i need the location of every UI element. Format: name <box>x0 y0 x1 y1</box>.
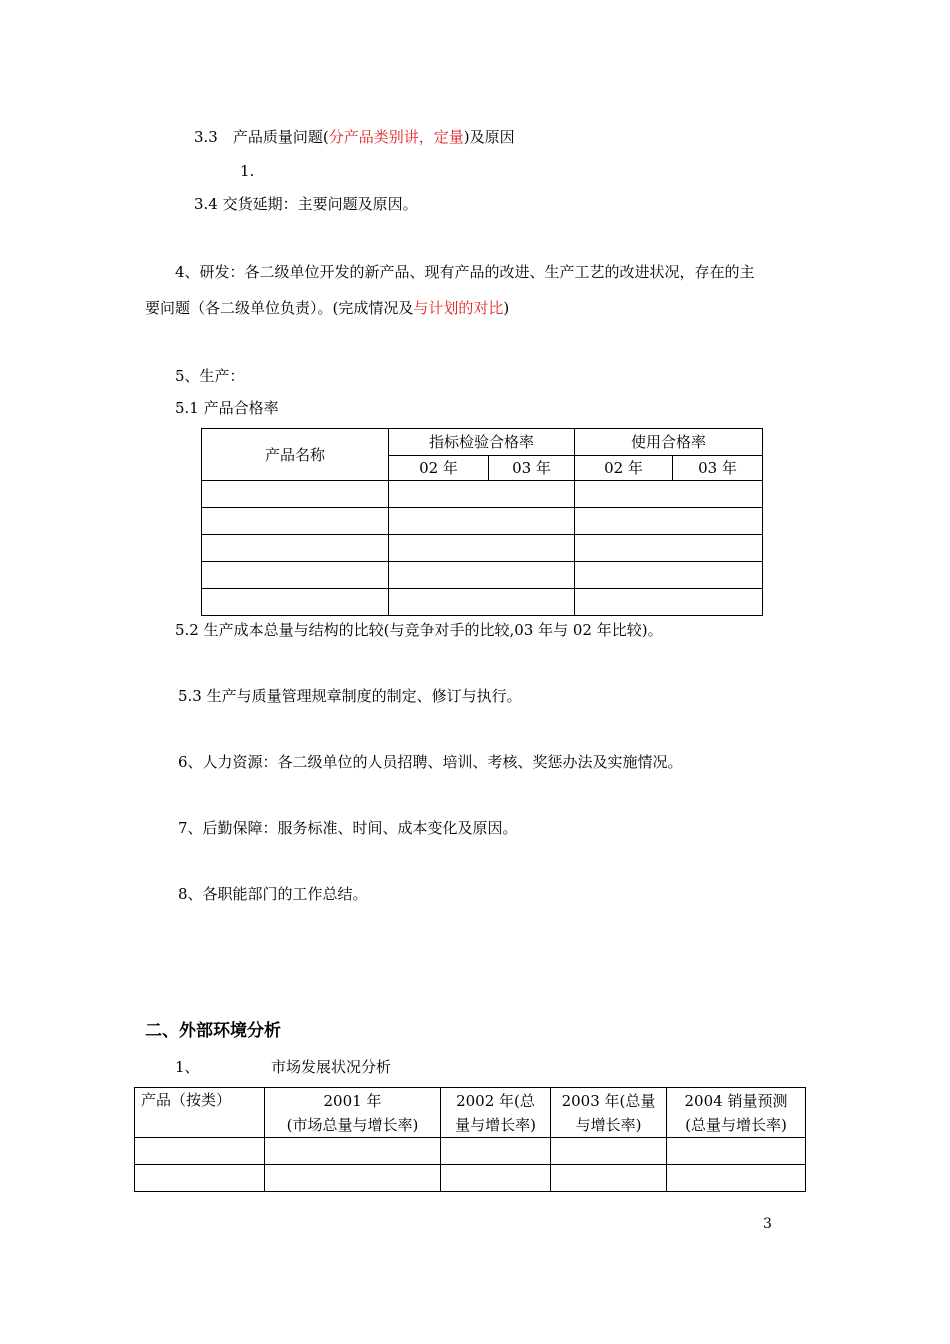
table-cell <box>389 535 575 562</box>
section-6: 6、人力资源：各二级单位的人员招聘、培训、考核、奖惩办法及实施情况。 <box>178 753 683 771</box>
section-7: 7、后勤保障：服务标准、时间、成本变化及原因。 <box>178 819 518 837</box>
market-number: 1、 <box>175 1058 200 1076</box>
section-3-4: 3.4 交货延期：主要问题及原因。 <box>194 195 418 213</box>
table-cell <box>265 1165 441 1192</box>
section-4-line1: 4、研发：各二级单位开发的新产品、现有产品的改进、生产工艺的改进状况，存在的主 <box>175 263 755 281</box>
table-cell <box>551 1165 667 1192</box>
section-5-1: 5.1 产品合格率 <box>175 399 279 417</box>
table-cell <box>389 481 575 508</box>
header-usage-02: 02 年 <box>575 456 673 481</box>
market-analysis-table <box>134 1087 806 1192</box>
table-cell <box>135 1138 265 1165</box>
table-cell <box>202 535 389 562</box>
header-inspection-rate: 指标检验合格率 <box>389 429 575 456</box>
table-cell <box>441 1165 551 1192</box>
section-3-3-highlight: 分产品类别讲，定量 <box>328 128 464 146</box>
section-4-highlight: 与计划的对比 <box>413 299 504 317</box>
table-cell <box>202 508 389 535</box>
table-cell <box>389 508 575 535</box>
header-usage-03: 03 年 <box>673 456 763 481</box>
table-cell <box>202 562 389 589</box>
table-cell <box>265 1138 441 1165</box>
table-cell <box>667 1165 806 1192</box>
section-5: 5、生产： <box>175 367 245 385</box>
table-cell <box>389 562 575 589</box>
section-4-line2: 要问题（各二级单位负责）。(完成情况及与计划的对比) <box>145 299 510 317</box>
section-3-3-item: 1. <box>240 162 255 180</box>
table-cell <box>441 1138 551 1165</box>
table-cell <box>667 1138 806 1165</box>
table-cell <box>389 589 575 616</box>
header-inspection-03: 03 年 <box>489 456 575 481</box>
header-2004-forecast: 2004 销量预测 (总量与增长率) <box>667 1088 806 1138</box>
qualification-rate-table <box>201 428 763 616</box>
table-cell <box>575 535 763 562</box>
table-cell <box>202 481 389 508</box>
market-title: 市场发展状况分析 <box>271 1058 392 1076</box>
header-usage-rate: 使用合格率 <box>575 429 763 456</box>
header-product-category: 产品（按类） <box>135 1088 265 1138</box>
table-cell <box>575 481 763 508</box>
part-2-title: 二、外部环境分析 <box>145 1021 281 1041</box>
table-cell <box>575 508 763 535</box>
header-inspection-02: 02 年 <box>389 456 489 481</box>
table-cell <box>135 1165 265 1192</box>
header-product-name: 产品名称 <box>202 429 389 481</box>
section-3-3: 3.3 产品质量问题(分产品类别讲，定量)及原因 <box>194 128 515 146</box>
table-cell <box>575 589 763 616</box>
page-number: 3 <box>763 1216 772 1232</box>
section-5-3: 5.3 生产与质量管理规章制度的制定、修订与执行。 <box>178 687 522 705</box>
table-cell <box>202 589 389 616</box>
header-2003: 2003 年(总量 与增长率) <box>551 1088 667 1138</box>
section-5-2: 5.2 生产成本总量与结构的比较(与竞争对手的比较,03 年与 02 年比较)。 <box>175 621 663 639</box>
header-2002: 2002 年(总 量与增长率) <box>441 1088 551 1138</box>
header-2001: 2001 年 (市场总量与增长率) <box>265 1088 441 1138</box>
table-cell <box>551 1138 667 1165</box>
section-8: 8、各职能部门的工作总结。 <box>178 885 368 903</box>
table-cell <box>575 562 763 589</box>
